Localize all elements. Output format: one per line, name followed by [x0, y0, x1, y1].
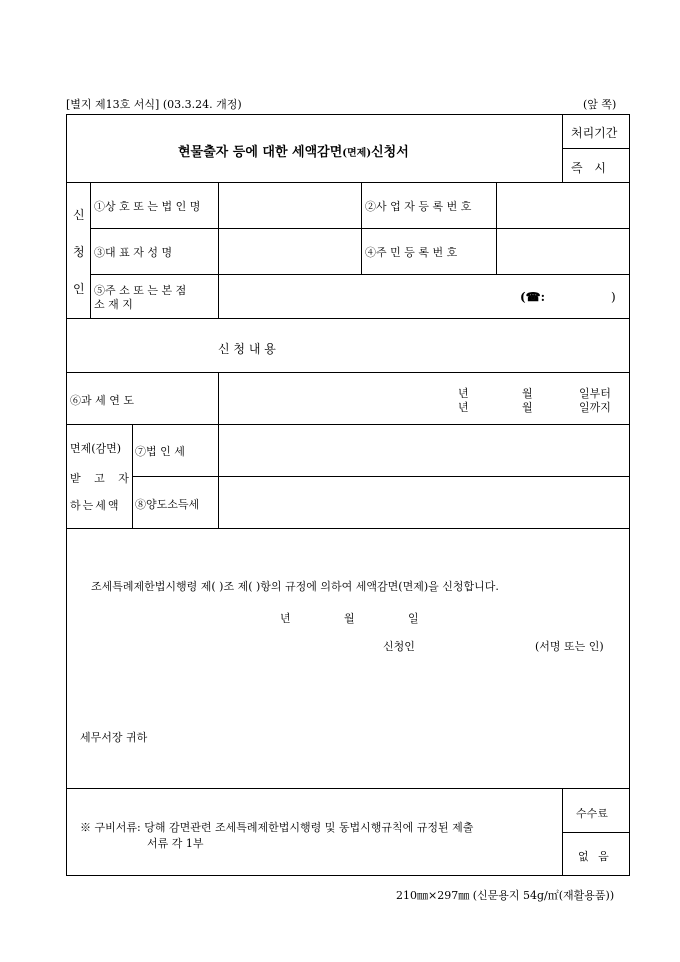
date-day: 일: [408, 612, 419, 625]
applicant-label-char-2: 청: [73, 245, 85, 259]
content-header: 신 청 내 용: [218, 342, 276, 356]
representative-name-label: ③대 표 자 성 명: [94, 246, 173, 259]
exempt-label-line3: 하는세액: [70, 499, 121, 512]
exempt-label-line2: 받 고 자: [70, 472, 134, 485]
addressee: 세무서장 귀하: [80, 731, 148, 744]
date-year: 년: [280, 612, 291, 625]
phone-close: ): [611, 290, 616, 304]
signature-or-seal: (서명 또는 인): [535, 640, 604, 653]
phone-label: (☎:: [520, 290, 546, 304]
required-documents-line2: 서류 각 1부: [147, 837, 204, 850]
fee-value: 없 음: [578, 850, 612, 863]
form-title: [178, 141, 409, 160]
applicant-signature-label: 신청인: [383, 640, 415, 653]
tax-year-label: ⑥과 세 연 도: [70, 394, 134, 407]
fee-label: 수수료: [576, 807, 608, 820]
title-main: 현물출자 등에 대한 세액감면: [178, 145, 343, 160]
title-suffix: 신청서: [371, 145, 409, 160]
corporate-tax-label: ⑦법 인 세: [135, 445, 185, 458]
exempt-label-line1: 면제(감면): [70, 442, 122, 455]
title-paren: (면제): [342, 148, 372, 159]
from-month-unit: 월: [522, 387, 533, 400]
paper-spec: 210㎜×297㎜ (신문용지 54g/㎡(재활용품)): [396, 889, 615, 902]
company-name-label: ①상 호 또 는 법 인 명: [94, 200, 201, 213]
form-number: [별지 제13호 서식] (03.3.24. 개정): [66, 98, 242, 111]
page-side-label: (앞 쪽): [583, 98, 617, 111]
to-month-unit: 월: [522, 401, 533, 414]
required-documents-line1: ※ 구비서류: 당해 감면관련 조세특례제한법시행령 및 동법시행규칙에 규정된 제출: [80, 821, 474, 834]
declaration-statement: 조세특례제한법시행령 제( )조 제( )항의 규정에 의하여 세액감면(면제)을 신청합니다.: [91, 580, 499, 593]
business-number-label: ②사 업 자 등 록 번 호: [365, 200, 472, 213]
applicant-label-char-3: 인: [73, 282, 85, 296]
to-day-unit: 일까지: [579, 401, 611, 414]
date-month: 월: [344, 612, 355, 625]
processing-period-value: 즉 시: [571, 161, 610, 175]
processing-period-label: 처리기간: [571, 126, 618, 140]
applicant-label-char-1: 신: [73, 208, 85, 222]
transfer-income-tax-label: ⑧양도소득세: [135, 498, 200, 511]
from-year-unit: 년: [458, 387, 469, 400]
address-label-line2: 소 재 지: [94, 298, 133, 311]
resident-number-label: ④주 민 등 록 번 호: [365, 246, 458, 259]
address-label-line1: ⑤주 소 또 는 본 점: [94, 284, 187, 297]
to-year-unit: 년: [458, 401, 469, 414]
from-day-unit: 일부터: [579, 387, 611, 400]
